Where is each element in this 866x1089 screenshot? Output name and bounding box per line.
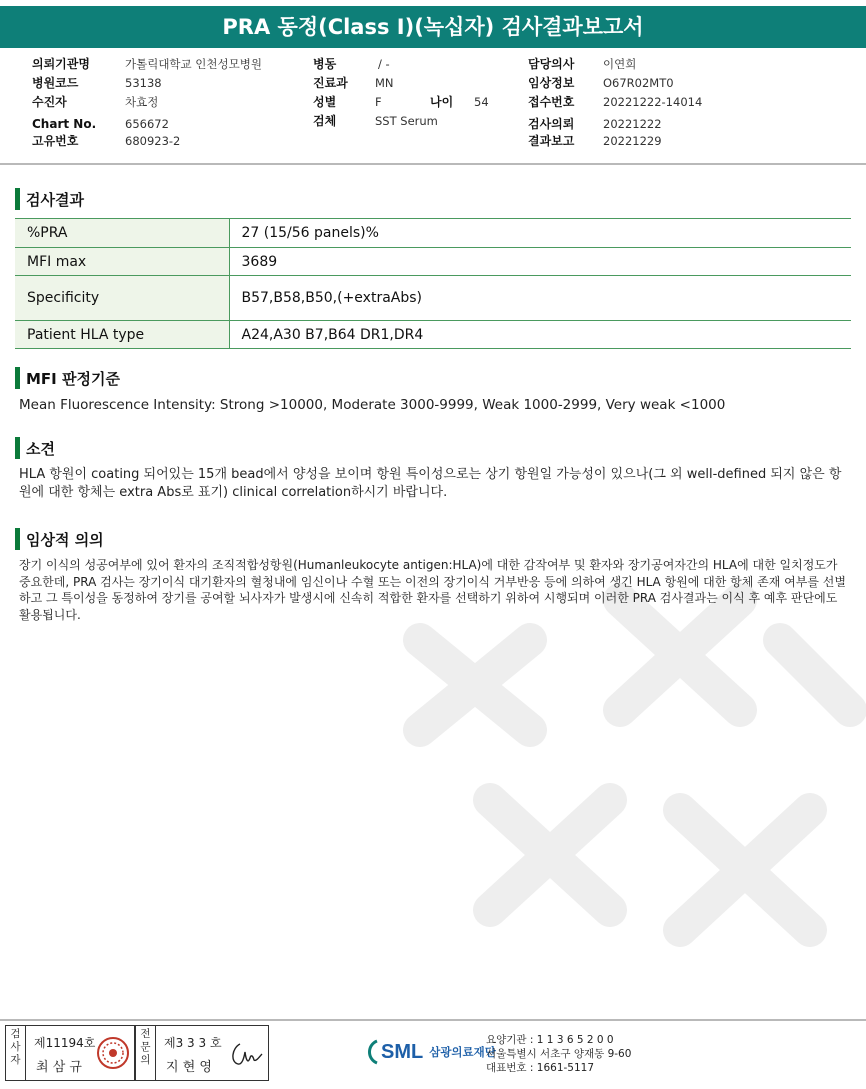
table-row: [15, 219, 851, 248]
info-value: 차효정: [125, 95, 159, 109]
inspector-stamp: [5, 1025, 135, 1081]
result-table: [15, 218, 851, 349]
info-label: 검체: [313, 114, 337, 128]
info-label: 임상정보: [528, 76, 575, 90]
footer-divider: [0, 1019, 866, 1021]
info-value: 가톨릭대학교 인천성모병원: [125, 57, 262, 71]
doctor-stamp: [135, 1025, 269, 1081]
result-value: B57,B58,B50,(+extraAbs): [229, 276, 851, 321]
section-title: 검사결과: [26, 190, 84, 209]
info-value: 20221222-14014: [603, 95, 703, 109]
doctor-name: 지 현 영: [166, 1060, 212, 1075]
sml-arc-icon: [365, 1037, 379, 1067]
section-marker: [15, 367, 20, 389]
section-title: 임상적 의의: [26, 530, 104, 549]
phone-line: 대표번호 : 1661-5117: [486, 1062, 595, 1074]
section-title: MFI 판정기준: [26, 369, 120, 388]
info-value: 53138: [125, 76, 162, 90]
result-key: MFI max: [15, 248, 229, 276]
info-value: F: [375, 95, 382, 109]
age-label: 나이: [430, 95, 454, 109]
info-label: 담당의사: [528, 57, 575, 71]
info-value: O67R02MT0: [603, 76, 674, 90]
info-label: 결과보고: [528, 134, 575, 148]
section-mfi-heading: [15, 367, 120, 389]
info-label: 진료과: [313, 76, 348, 90]
inspector-license: 제11194호: [34, 1036, 96, 1050]
table-row: [15, 276, 851, 321]
info-value: 656672: [125, 117, 169, 131]
section-marker: [15, 188, 20, 210]
info-label: 의뢰기관명: [32, 57, 90, 71]
info-value: 680923-2: [125, 134, 181, 148]
result-key: Patient HLA type: [15, 321, 229, 349]
signature-icon: [226, 1038, 266, 1070]
info-value: 20221229: [603, 134, 662, 148]
clinical-text: 장기 이식의 성공여부에 있어 환자의 조직적합성항원(Humanleukocyte antigen:HLA)에 대한 감작여부 및 환자와 장기공여자간의 HLA에 대한 일치정도가 중요한데, PRA 검사는 장기이식 대기환자의 혈청내에 임신이나 수혈 또는 이전의 장기이식 거부반응 등에 의하여 생긴 HLA 항원에 대한 항체 존재 여부를 선별하고 그 특이성을 동정하여 장기를 공여할 뇌사자가 발생시에 신속히 적합한 환자를 선택하기 위하여 시행되며 이러한 PRA 검사결과는 이식 후 예후 판단에도 활용됩니다.: [19, 558, 846, 622]
inspector-name: 최 삼 규: [36, 1060, 82, 1075]
info-value: SST Serum: [375, 114, 438, 128]
age-value: 54: [474, 95, 489, 109]
result-key: Specificity: [15, 276, 229, 321]
section-marker: [15, 437, 20, 459]
sml-logo: [365, 1030, 496, 1074]
info-value: 20221222: [603, 117, 662, 131]
info-label: 병동: [313, 57, 337, 71]
info-label: 병원코드: [32, 76, 79, 90]
seal-icon: [96, 1036, 130, 1070]
info-value: 이연희: [603, 57, 637, 71]
section-result-heading: [15, 188, 84, 210]
info-label: 성별: [313, 95, 337, 109]
institution-code: 요양기관 : 1 1 3 6 5 2 0 0: [486, 1034, 614, 1046]
address-line: 서울특별시 서초구 양재동 9-60: [486, 1048, 632, 1060]
section-title: 소견: [26, 439, 55, 458]
info-label: 검사의뢰: [528, 117, 575, 131]
mfi-criteria-text: Mean Fluorescence Intensity: Strong >10000, Moderate 3000-9999, Weak 1000-2999, Very weak <1000: [19, 397, 726, 413]
info-value: MN: [375, 76, 394, 90]
inspector-side-label: 검사자: [6, 1026, 26, 1080]
section-clinical-heading: [15, 528, 104, 550]
patient-info: [0, 54, 866, 164]
org-name: 삼광의료재단: [429, 1045, 496, 1059]
doctor-side-label: 전문의: [136, 1026, 156, 1080]
info-label: 접수번호: [528, 95, 575, 109]
table-row: [15, 248, 851, 276]
section-marker: [15, 528, 20, 550]
info-label: Chart No.: [32, 117, 97, 131]
sml-wordmark: SML: [381, 1040, 424, 1063]
report-title: PRA 동정(Class I)(녹십자) 검사결과보고서: [0, 6, 866, 48]
info-label: 수진자: [32, 95, 67, 109]
doctor-license: 제3 3 3 호: [164, 1036, 222, 1050]
watermark-logo: [380, 580, 866, 1010]
result-value: 3689: [229, 248, 851, 276]
info-value: / -: [378, 57, 390, 71]
info-label: 고유번호: [32, 134, 79, 148]
opinion-text: HLA 항원이 coating 되어있는 15개 bead에서 양성을 보이며 항원 특이성으로는 상기 항원일 가능성이 있으나(그 외 well-defined 되지 않은 항원에 대한 항체는 extra Abs로 표기) clinical correlation하시기 바랍니다.: [19, 467, 842, 500]
divider: [0, 163, 866, 165]
result-key: %PRA: [15, 219, 229, 248]
result-value: 27 (15/56 panels)%: [229, 219, 851, 248]
section-opinion-heading: [15, 437, 55, 459]
table-row: [15, 321, 851, 349]
result-value: A24,A30 B7,B64 DR1,DR4: [229, 321, 851, 349]
address-block: [486, 1033, 631, 1075]
